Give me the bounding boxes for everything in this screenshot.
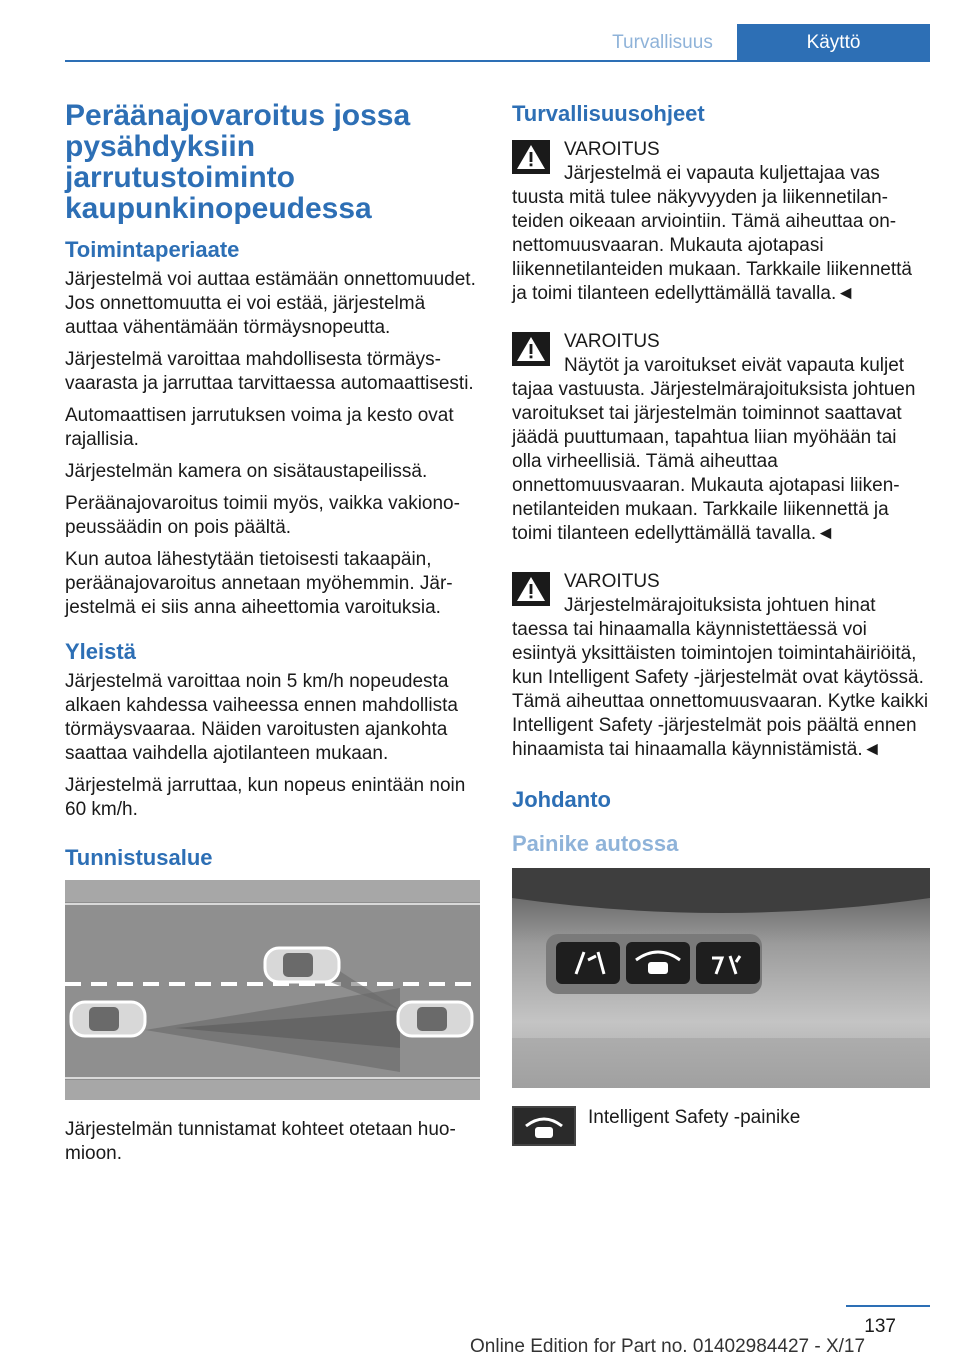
principle-paragraph: Järjestelmä voi auttaa estämään onnettomuudet. Jos onnettomuutta ei voi estää, järjestelmä auttaa vähentämään törmäysnopeutta. [65, 269, 476, 338]
warning-triangle-icon [512, 140, 550, 174]
safety-heading: Turvallisuusohjeet [512, 101, 705, 126]
principle-heading: Toimintaperiaate [65, 237, 240, 262]
right-column [512, 100, 930, 1148]
principle-paragraph: Automaattisen jarrutuksen voima ja kesto ovat rajallisia. [65, 405, 454, 450]
intro-heading: Johdanto [512, 787, 611, 812]
button-panel-svg [512, 868, 930, 1088]
warning-text: tajaa vastuusta. Järjestelmärajoituksista johtuen varoitukset tai järjestelmän toiminnot saattavat jäädä puuttumaan, tapahtua liian myöhään tai olla virheellisiä. Tämä aiheuttaa onnettomuusvaaran. Mukauta ajotapasi liikennetilanteiden mukaan. Tarkkaile liikennettä ja toimi tilanteen edellyttämällä tavalla.◄ [512, 379, 916, 544]
principle-paragraph: Järjestelmä varoittaa mahdollisesta törmäysvaarasta ja jarruttaa tarvittaessa automaattisesti. [65, 349, 474, 394]
button-caption: Intelligent Safety ‑painike [588, 1107, 801, 1128]
general-paragraph: Järjestelmä varoittaa noin 5 km/h nopeudesta alkaen kahdessa vaiheessa ennen mahdollista törmäysvaaraa. Näiden varoitusten ajankohta saattaa vaihdella ajotilanteen mukaan. [65, 671, 458, 764]
header-section-tab: Turvallisuus [612, 32, 713, 53]
warning-label: VAROITUS [564, 139, 660, 160]
button-photo [512, 868, 930, 1088]
footer-rule [846, 1305, 930, 1307]
button-subheading: Painike autossa [512, 831, 679, 856]
pedestrian-warning-button [696, 942, 760, 984]
left-column [65, 100, 480, 1174]
header-rule [65, 60, 930, 62]
intelligent-safety-button [626, 942, 690, 984]
intelligent-safety-icon [512, 1106, 576, 1146]
warning-text: tuusta mitä tulee näkyvyyden ja liikennetilanteiden oikeaan arviointiin. Tämä aiheuttaa onnettomuusvaaran. Mukauta ajotapasi liikennetilanteiden mukaan. Tarkkaile liikennettä ja toimi tilanteen edellyttämällä tavalla.◄ [512, 187, 912, 304]
header-chapter-tab: Käyttö [737, 24, 930, 62]
warning-lead: Järjestelmärajoituksista johtuen hinat [564, 595, 876, 616]
warning-block [512, 570, 930, 762]
car-own-icon [398, 1002, 472, 1036]
detection-range-svg [65, 880, 480, 1100]
detection-heading: Tunnistusalue [65, 845, 213, 870]
warning-text: taessa tai hinaamalla käynnistettäessä voi esiintyä yksittäisten toimintojen toimintahäiriöitä, kun Intelligent Safety ‑järjestelmät ovat käytössä. Tämä aiheuttaa onnettomuusvaaran. Kytke kaikki Intelligent Safety ‑järjestelmät pois päältä ennen hinaamista tai hinaamalla käynnistämistä.◄ [512, 619, 929, 760]
car-ahead-icon [265, 948, 339, 982]
warning-lead: Järjestelmä ei vapauta kuljettajaa vas [564, 163, 880, 184]
principle-paragraph: Peräänajovaroitus toimii myös, vaikka vakionopeussäädin on pois päältä. [65, 493, 460, 538]
button-caption-row [512, 1106, 930, 1148]
detection-range-illustration [65, 880, 480, 1100]
warning-triangle-icon [512, 332, 550, 366]
principle-paragraph: Järjestelmän kamera on sisätaustapeilissä. [65, 461, 428, 482]
car-detected-icon [71, 1002, 145, 1036]
warning-triangle-icon [512, 572, 550, 606]
warning-label: VAROITUS [564, 571, 660, 592]
warning-block [512, 330, 930, 546]
general-paragraph: Järjestelmä jarruttaa, kun nopeus enintään noin 60 km/h. [65, 775, 466, 820]
detection-caption: Järjestelmän tunnistamat kohteet otetaan huomioon. [65, 1119, 456, 1164]
page-number: 137 [864, 1316, 896, 1337]
page-title: Peräänajovaroitus jossa pysähdyksiin jarrutustoiminto kaupunkinopeudessa [65, 99, 411, 225]
principle-paragraph: Kun autoa lähestytään tietoisesti takaapäin, peräänajovaroitus annetaan myöhemmin. Järjestelmä ei siis anna aiheettomia varoituksia. [65, 549, 453, 618]
general-heading: Yleistä [65, 639, 136, 664]
warning-block [512, 138, 930, 306]
edition-note: Online Edition for Part no. 01402984427 - X/17 [470, 1336, 866, 1357]
lane-departure-button [556, 942, 620, 984]
warning-lead: Näytöt ja varoitukset eivät vapauta kuljet [564, 355, 905, 376]
warning-label: VAROITUS [564, 331, 660, 352]
